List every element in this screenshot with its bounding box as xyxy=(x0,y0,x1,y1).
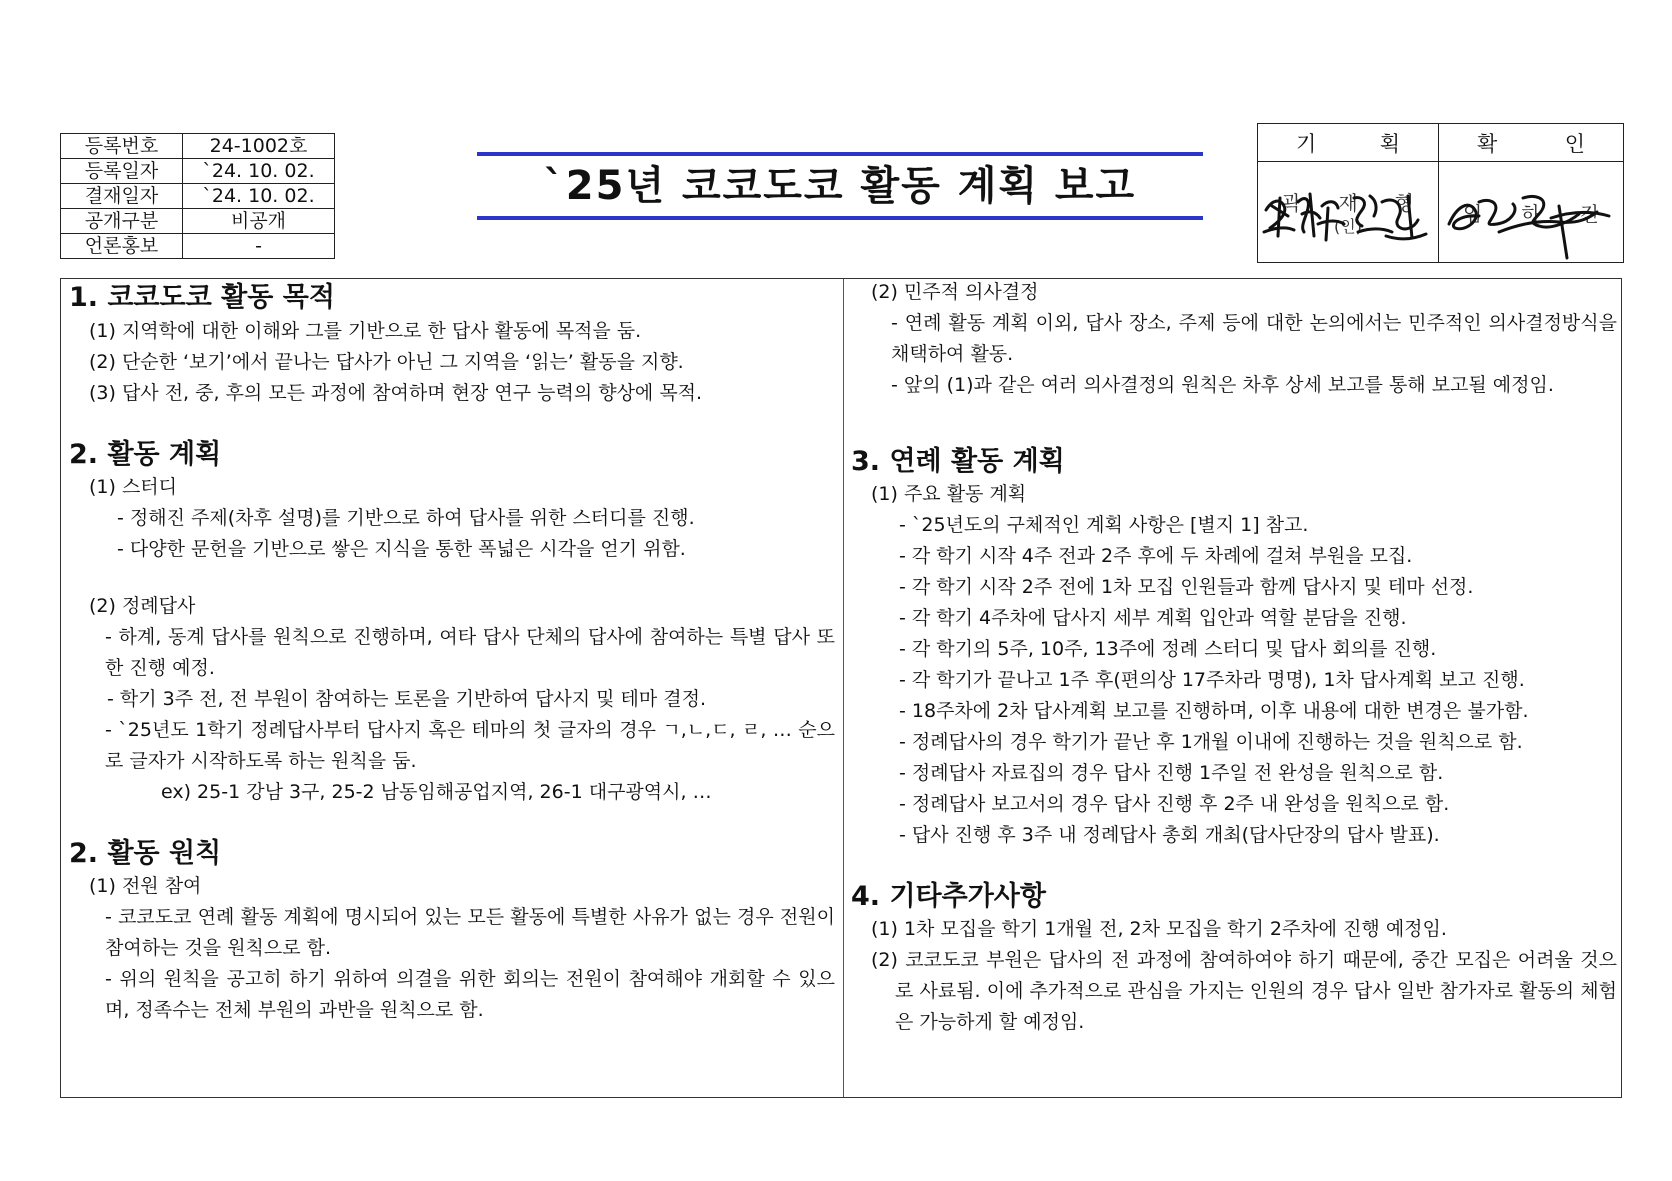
section-heading-misc: 4. 기타추가사항 xyxy=(851,881,1046,912)
subsection-heading-main-activities: (1) 주요 활동 계획 xyxy=(871,483,1027,505)
seal-mark: (인) xyxy=(1334,217,1362,236)
meta-row xyxy=(61,134,335,159)
meta-label: 등록번호 xyxy=(61,134,183,159)
meta-value: - xyxy=(183,234,335,259)
approval-header-confirm xyxy=(1439,124,1624,162)
approval-header-char: 획 xyxy=(1379,131,1400,156)
registration-info-table xyxy=(60,133,335,259)
signer-name-char: 곽 xyxy=(1282,191,1302,215)
annual-plan-item: - 각 학기 시작 2주 전에 1차 모집 인원들과 함께 답사지 및 테마 선정. xyxy=(899,576,1474,598)
subsection-heading-democratic: (2) 민주적 의사결정 xyxy=(871,281,1039,303)
handwritten-signature-1 xyxy=(1258,162,1438,262)
purpose-item: (1) 지역학에 대한 이해와 그를 기반으로 한 답사 활동에 목적을 둠. xyxy=(89,320,642,342)
annual-plan-item: - `25년도의 구체적인 계획 사항은 [별지 1] 참고. xyxy=(899,514,1309,536)
subsection-heading-study: (1) 스터디 xyxy=(89,476,178,498)
left-column xyxy=(69,279,835,1026)
annual-plan-item: - 각 학기의 5주, 10주, 13주에 정례 스터디 및 답사 회의를 진행. xyxy=(899,638,1437,660)
study-item: - 정해진 주제(차후 설명)를 기반으로 하여 답사를 위한 스터디를 진행. xyxy=(117,507,695,529)
misc-item: (1) 1차 모집을 학기 1개월 전, 2차 모집을 학기 2주차에 진행 예정임. xyxy=(871,918,1447,940)
meta-row xyxy=(61,184,335,209)
annual-plan-item: - 각 학기 4주차에 답사지 세부 계획 입안과 역할 분담을 진행. xyxy=(899,607,1407,629)
regular-trip-item: - `25년도 1학기 정례답사부터 답사지 혹은 테마의 첫 글자의 경우 ㄱ,ㄴ,ㄷ, ㄹ, … 순으로 글자가 시작하도록 하는 원칙을 둠. xyxy=(105,719,835,772)
regular-trip-item: - 하계, 동계 답사를 원칙으로 진행하며, 여타 답사 단체의 답사에 참여하는 특별 답사 또한 진행 예정. xyxy=(105,626,835,679)
column-divider xyxy=(843,279,844,1097)
annual-plan-item: - 답사 진행 후 3주 내 정례답사 총회 개최(답사단장의 답사 발표). xyxy=(899,824,1440,846)
signer-name-char: 하 xyxy=(1521,201,1541,226)
report-body xyxy=(60,278,1622,1098)
title-rule-bottom xyxy=(477,216,1203,220)
meta-label: 결재일자 xyxy=(61,184,183,209)
approval-header-planning xyxy=(1258,124,1439,162)
section-heading-principles: 2. 활동 원칙 xyxy=(69,838,222,869)
annual-plan-item: - 각 학기 시작 4주 전과 2주 후에 두 차례에 걸쳐 부원을 모집. xyxy=(899,545,1413,567)
subsection-heading-full-participation: (1) 전원 참여 xyxy=(89,875,202,897)
signer-name-char: 재 xyxy=(1338,191,1358,215)
approval-header-char: 확 xyxy=(1477,131,1498,156)
meta-row xyxy=(61,234,335,259)
planning-signature-cell xyxy=(1258,162,1439,263)
meta-value: 24-1002호 xyxy=(183,134,335,159)
signer-name-char: 진 xyxy=(1579,201,1599,226)
annual-plan-item: - 정례답사 보고서의 경우 답사 진행 후 2주 내 완성을 원칙으로 함. xyxy=(899,793,1450,815)
meta-row xyxy=(61,209,335,234)
approval-header-char: 기 xyxy=(1296,131,1317,156)
meta-row xyxy=(61,159,335,184)
document-title-block xyxy=(477,152,1203,220)
meta-label: 등록일자 xyxy=(61,159,183,184)
regular-trip-item: - 학기 3주 전, 전 부원이 참여하는 토론을 기반하여 답사지 및 테마 결정. xyxy=(107,688,707,710)
purpose-item: (2) 단순한 ‘보기’에서 끝나는 답사가 아닌 그 지역을 ‘읽는’ 활동을 지향. xyxy=(89,351,684,373)
regular-trip-example: ex) 25-1 강남 3구, 25-2 남동임해공업지역, 26-1 대구광역시, … xyxy=(161,781,712,803)
section-heading-plan: 2. 활동 계획 xyxy=(69,439,222,470)
signer-name-char: 형 xyxy=(1394,191,1414,215)
annual-plan-item: - 각 학기가 끝나고 1주 후(편의상 17주차라 명명), 1차 답사계획 보고 진행. xyxy=(899,669,1525,691)
subsection-heading-regular-trip: (2) 정례답사 xyxy=(89,595,196,617)
study-item: - 다양한 문헌을 기반으로 쌓은 지식을 통한 폭넓은 시각을 얻기 위함. xyxy=(117,538,686,560)
misc-item: (2) 코코도코 부원은 답사의 전 과정에 참여하여야 하기 때문에, 중간 모집은 어려울 것으로 사료됨. 이에 추가적으로 관심을 가지는 인원의 경우 답사 일반 참가자로 활동의 체험은 가능하게 할 예정임. xyxy=(871,949,1617,1033)
participation-item: - 코코도코 연례 활동 계획에 명시되어 있는 모든 활동에 특별한 사유가 없는 경우 전원이 참여하는 것을 원칙으로 함. xyxy=(105,906,835,959)
signer-name-char: 임 xyxy=(1463,201,1483,226)
handwritten-signature-2 xyxy=(1439,162,1623,262)
section-heading-annual-plan: 3. 연례 활동 계획 xyxy=(851,446,1065,477)
participation-item: - 위의 원칙을 공고히 하기 위하여 의결을 위한 회의는 전원이 참여해야 개회할 수 있으며, 정족수는 전체 부원의 과반을 원칙으로 함. xyxy=(105,968,835,1021)
meta-value: `24. 10. 02. xyxy=(183,184,335,209)
right-column xyxy=(851,279,1617,1038)
annual-plan-item: - 정례답사 자료집의 경우 답사 진행 1주일 전 완성을 원칙으로 함. xyxy=(899,762,1444,784)
annual-plan-item: - 정례답사의 경우 학기가 끝난 후 1개월 이내에 진행하는 것을 원칙으로 함. xyxy=(899,731,1523,753)
democratic-item: - 연례 활동 계획 이외, 답사 장소, 주제 등에 대한 논의에서는 민주적인 의사결정방식을 채택하여 활동. xyxy=(891,312,1617,365)
document-title: `25년 코코도코 활동 계획 보고 xyxy=(543,163,1137,209)
purpose-item: (3) 답사 전, 중, 후의 모든 과정에 참여하며 현장 연구 능력의 향상에 목적. xyxy=(89,382,703,404)
approval-table xyxy=(1257,123,1624,263)
meta-value: `24. 10. 02. xyxy=(183,159,335,184)
approval-header-char: 인 xyxy=(1564,131,1585,156)
confirm-signature-cell xyxy=(1439,162,1624,263)
section-heading-purpose: 1. 코코도코 활동 목적 xyxy=(69,282,335,313)
annual-plan-item: - 18주차에 2차 답사계획 보고를 진행하며, 이후 내용에 대한 변경은 불가함. xyxy=(899,700,1529,722)
meta-label: 공개구분 xyxy=(61,209,183,234)
meta-value: 비공개 xyxy=(183,209,335,234)
meta-label: 언론홍보 xyxy=(61,234,183,259)
democratic-item: - 앞의 (1)과 같은 여러 의사결정의 원칙은 차후 상세 보고를 통해 보고될 예정임. xyxy=(891,374,1554,396)
